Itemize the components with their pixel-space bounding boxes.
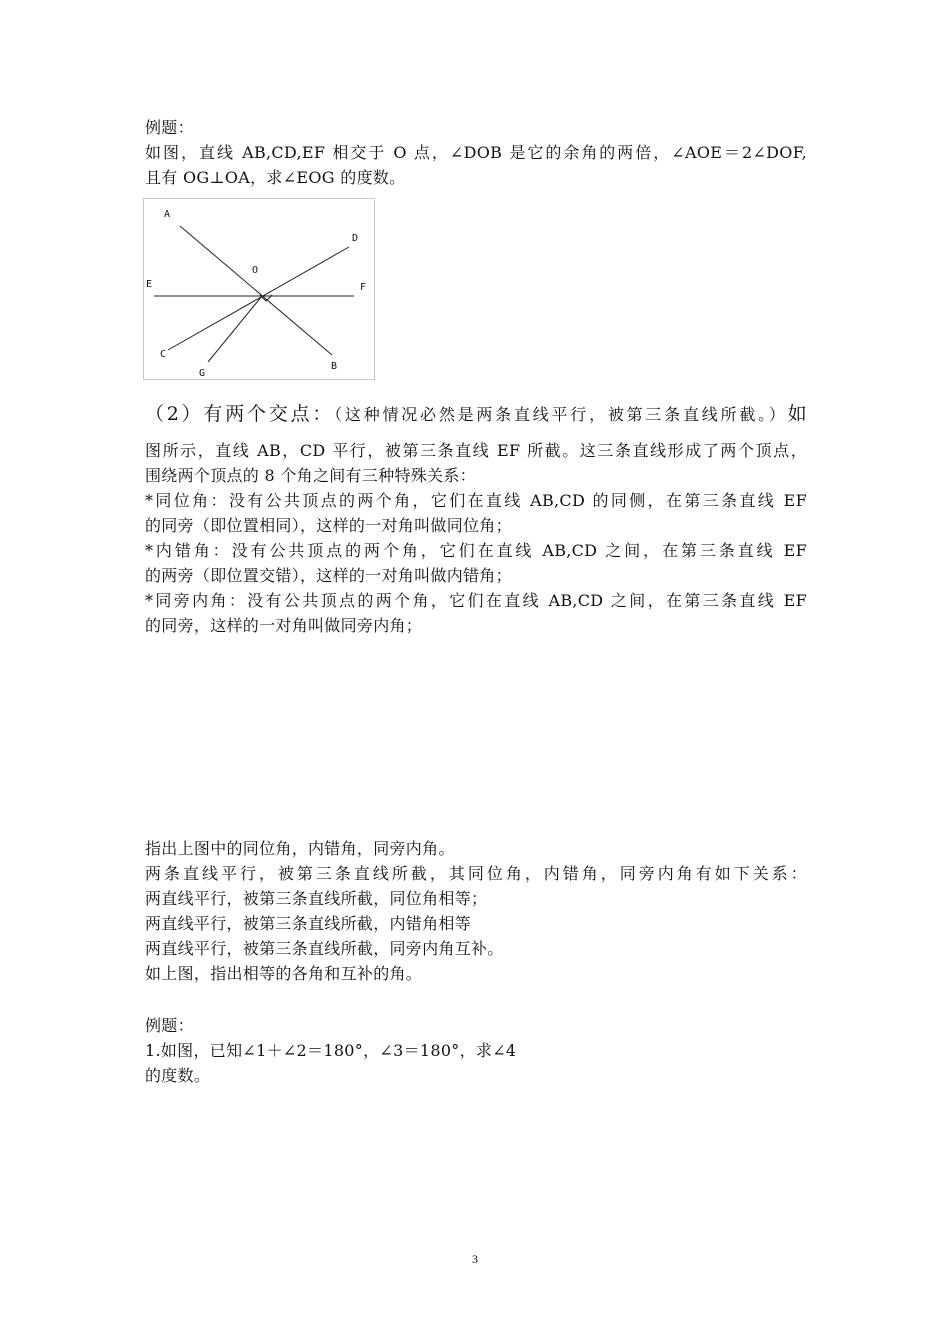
section-heading-tail: 如 [787, 403, 807, 425]
relation-line: 两直线平行，被第三条直线所截，同旁内角互补。 [145, 939, 504, 958]
point-label-g: G [199, 368, 206, 379]
example-heading: 例题： [145, 118, 194, 137]
line-cd [168, 247, 349, 350]
geometry-figure [143, 198, 375, 380]
section-heading-main: （2）有两个交点： [145, 403, 335, 425]
definition-line: 的同旁（即位置相同），这样的一对角叫做同位角； [145, 516, 512, 535]
intersecting-lines-diagram [144, 199, 376, 381]
point-label-d: D [352, 233, 359, 244]
example-heading: 例题： [145, 1016, 194, 1035]
relation-line: 两直线平行，被第三条直线所截，内错角相等 [145, 914, 472, 933]
line-ab [180, 226, 332, 355]
point-label-o: O [252, 265, 259, 276]
relation-line: 如上图，指出相等的各角和互补的角。 [145, 964, 423, 983]
point-label-e: E [146, 279, 153, 290]
point-label-b: B [331, 361, 338, 372]
relation-line: 两直线平行，被第三条直线所截，同位角相等； [145, 889, 488, 908]
point-label-a: A [164, 209, 171, 220]
section-heading [145, 402, 807, 427]
point-label-f: F [360, 282, 367, 293]
definition-line: 的同旁，这样的一对角叫做同旁内角； [145, 616, 423, 635]
example-problem-line: 1.如图，已知∠1＋∠2＝180°，∠3＝180°，求∠4 [145, 1041, 517, 1060]
definition-line: *同旁内角：没有公共顶点的两个角，它们在直线 AB,CD 之间，在第三条直线 EF [145, 591, 807, 610]
page-number: 3 [472, 1252, 478, 1266]
example-problem-line: 且有 OG⊥OA，求∠EOG 的度数。 [145, 168, 406, 187]
definition-line: *同位角：没有公共顶点的两个角，它们在直线 AB,CD 的同侧，在第三条直线 EF [145, 491, 807, 510]
example-problem-line: 如图，直线 AB,CD,EF 相交于 O 点，∠DOB 是它的余角的两倍，∠AOE＝2∠DOF, [145, 143, 807, 162]
point-label-c: C [160, 349, 167, 360]
definition-line: 的两旁（即位置交错），这样的一对角叫做内错角； [145, 566, 512, 585]
example-problem-line: 的度数。 [145, 1066, 211, 1085]
paragraph-line: 围绕两个顶点的 8 个角之间有三种特殊关系： [145, 466, 476, 485]
definition-line: *内错角：没有公共顶点的两个角，它们在直线 AB,CD 之间，在第三条直线 EF [145, 541, 807, 560]
paragraph-line: 图所示，直线 AB，CD 平行，被第三条直线 EF 所截。这三条直线形成了两个顶点， [145, 441, 807, 460]
relation-line: 指出上图中的同位角，内错角，同旁内角。 [145, 839, 455, 858]
relation-line: 两条直线平行，被第三条直线所截，其同位角，内错角，同旁内角有如下关系： [145, 864, 807, 883]
section-heading-note: （这种情况必然是两条直线平行，被第三条直线所截。） [334, 405, 788, 424]
line-og [208, 296, 262, 362]
